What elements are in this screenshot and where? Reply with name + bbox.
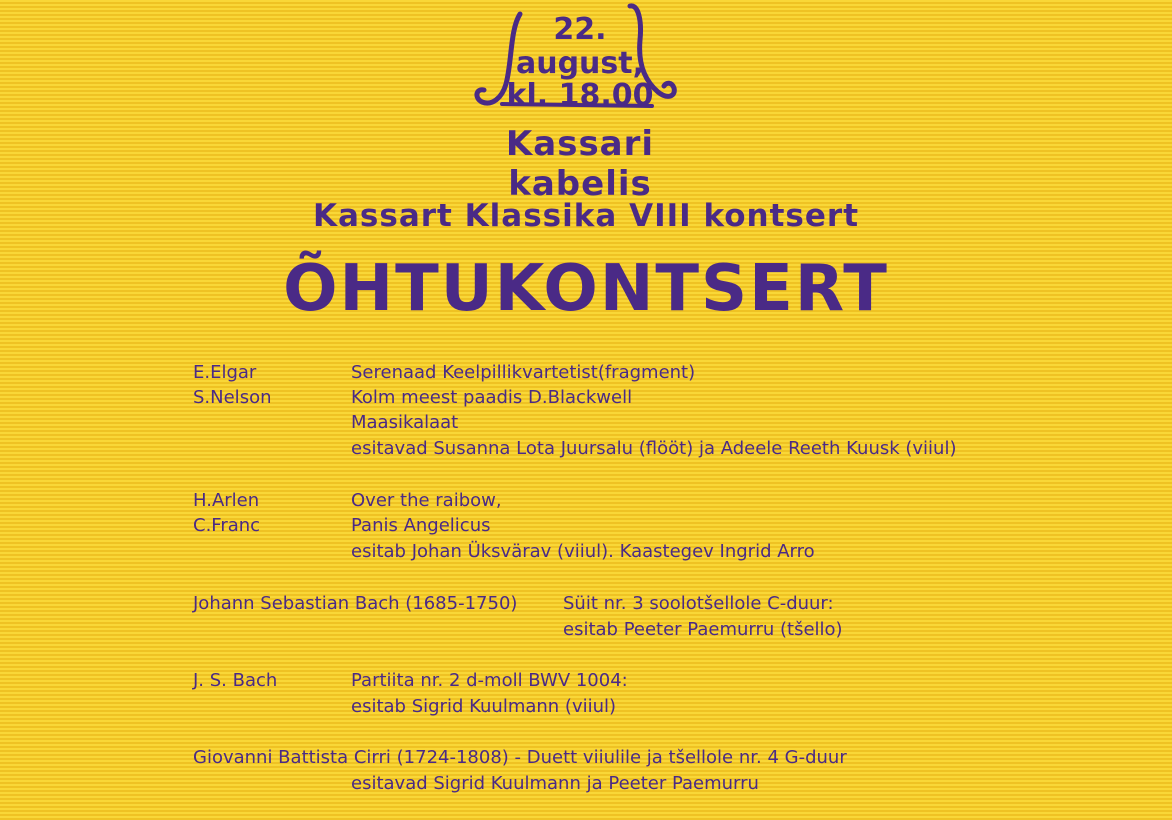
venue: Kassari kabelis: [505, 124, 655, 204]
series-title: Kassart Klassika VIII kontsert: [312, 198, 860, 234]
main-title: ÕHTUKONTSERT: [283, 252, 889, 326]
performers-block2: esitab Johan Üksvärav (viiul). Kaastegev Ingrid Arro: [351, 541, 815, 562]
composer-elgar: E.Elgar: [193, 362, 257, 383]
work-rainbow: Over the raibow,: [351, 490, 502, 511]
date-day: 22.: [553, 12, 607, 47]
composer-franc: C.Franc: [193, 515, 261, 536]
performers-block5: esitavad Sigrid Kuulmann ja Peeter Paemurru: [351, 773, 759, 794]
work-panis-angelicus: Panis Angelicus: [351, 515, 491, 536]
performers-block3: esitab Peeter Paemurru (tšello): [563, 619, 843, 640]
performers-block4: esitab Sigrid Kuulmann (viiul): [351, 696, 617, 717]
work-maasikalaat: Maasikalaat: [351, 412, 459, 433]
work-partiita: Partiita nr. 2 d-moll BWV 1004:: [351, 670, 628, 691]
work-suit-nr3: Süit nr. 3 soolotšellole C-duur:: [563, 593, 834, 614]
date-month: august,: [515, 46, 645, 81]
work-kolm-meest: Kolm meest paadis D.Blackwell: [351, 387, 633, 408]
composer-work-cirri: Giovanni Battista Cirri (1724-1808) - Duett viiulile ja tšellole nr. 4 G-duur: [193, 747, 847, 768]
performers-block1: esitavad Susanna Lota Juursalu (flööt) ja Adeele Reeth Kuusk (viiul): [351, 438, 957, 459]
composer-nelson: S.Nelson: [193, 387, 272, 408]
date-time: kl. 18.00: [506, 78, 654, 113]
work-serenaad: Serenaad Keelpillikvartetist(fragment): [351, 362, 696, 383]
composer-bach-short: J. S. Bach: [193, 670, 278, 691]
composer-js-bach: Johann Sebastian Bach (1685-1750): [193, 593, 518, 614]
composer-arlen: H.Arlen: [193, 490, 260, 511]
